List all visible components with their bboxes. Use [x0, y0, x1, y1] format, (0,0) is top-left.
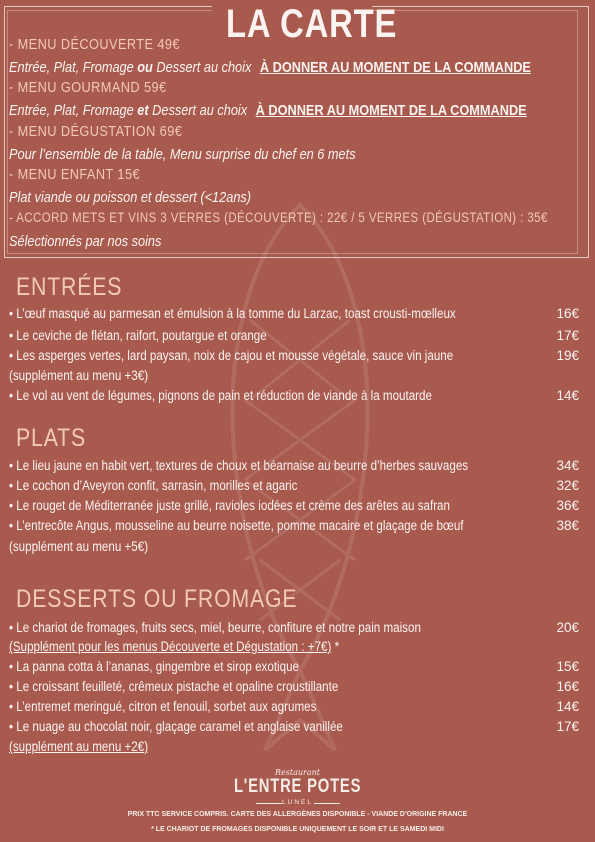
- list-item: • Les asperges vertes, lard paysan, noix de cajou et mousse végétale, sauce vin jaune: [9, 348, 454, 363]
- list-item: • Le nuage au chocolat noir, glaçage caramel et anglaise vanillée: [9, 719, 343, 734]
- section-title-entrees: ENTRÉES: [16, 273, 123, 301]
- item-price: 36€: [556, 498, 579, 513]
- item-price: 38€: [556, 518, 579, 533]
- list-item: • Le rouget de Méditerranée juste grillé, ravioles iodées et crème des arêtes au safran: [9, 498, 450, 513]
- order-note: À DONNER AU MOMENT DE LA COMMANDE: [255, 102, 527, 119]
- order-note: À DONNER AU MOMENT DE LA COMMANDE: [259, 59, 531, 76]
- menu-decouverte: - MENU DÉCOUVERTE 49€: [9, 36, 180, 53]
- menu-enfant: - MENU ENFANT 15€: [9, 166, 140, 183]
- menu-accord-desc: Sélectionnés par nos soins: [9, 233, 162, 250]
- page-title: LA CARTE: [226, 2, 398, 46]
- item-price: 14€: [556, 388, 579, 403]
- item-price: 19€: [556, 348, 579, 363]
- menu-enfant-desc: Plat viande ou poisson et dessert (<12ans): [9, 189, 252, 206]
- list-item: • Le chariot de fromages, fruits secs, miel, beurre, confiture et notre pain maison: [9, 620, 421, 635]
- footer-note: * LE CHARIOT DE FROMAGES DISPONIBLE UNIQUEMENT LE SOIR ET LE SAMEDI MIDI: [151, 826, 444, 833]
- logo-city: LUNEL: [282, 799, 313, 806]
- item-price: 17€: [556, 719, 579, 734]
- item-price: 14€: [556, 699, 579, 714]
- list-item: • Le lieu jaune en habit vert, textures de choux et béarnaise au beurre d’herbes sauvages: [9, 458, 469, 473]
- menu-accord: - ACCORD METS ET VINS 3 VERRES (DÉCOUVERTE) : 22€ / 5 VERRES (DÉGUSTATION) : 35€: [9, 210, 548, 225]
- supplement-note: (supplément au menu +2€): [9, 739, 149, 754]
- menu-degustation-desc: Pour l’ensemble de la table, Menu surprise du chef en 6 mets: [9, 146, 356, 163]
- supplement-note: (supplément au menu +5€): [9, 539, 149, 554]
- menu-decouverte-desc: Entrée, Plat, Fromage ou Dessert au choix À DONNER AU MOMENT DE LA COMMANDE: [9, 59, 531, 76]
- menu-gourmand: - MENU GOURMAND 59€: [9, 79, 167, 96]
- item-price: 20€: [556, 620, 579, 635]
- section-title-plats: PLATS: [16, 424, 86, 452]
- list-item: • Le vol au vent de légumes, pignons de pain et réduction de viande à la moutarde: [9, 388, 432, 403]
- item-price: 32€: [556, 478, 579, 493]
- footer-info: PRIX TTC SERVICE COMPRIS. CARTE DES ALLERGÈNES DISPONIBLE - VIANDE D'ORIGINE FRANCE: [127, 811, 468, 818]
- list-item: • La panna cotta à l’ananas, gingembre et sirop exotique: [9, 659, 300, 674]
- list-item: • Le croissant feuilleté, crêmeux pistache et opaline croustillante: [9, 679, 339, 694]
- list-item: • Le cochon d’Aveyron confit, sarrasin, morilles et agaric: [9, 478, 298, 493]
- cheese-supplement-note: (Supplément pour les menus Découverte et Dégustation : +7€) *: [9, 639, 340, 654]
- item-price: 17€: [556, 328, 579, 343]
- list-item: • L’entrecôte Angus, mousseline au beurre noisette, pomme macaire et glaçage de bœuf: [9, 518, 464, 533]
- menu-degustation: - MENU DÉGUSTATION 69€: [9, 123, 183, 140]
- item-price: 15€: [556, 659, 579, 674]
- logo-script: Restaurant: [275, 768, 320, 777]
- list-item: • Le ceviche de flétan, raifort, poutargue et orange: [9, 328, 267, 343]
- list-item: • L’œuf masqué au parmesan et émulsion à la tomme du Larzac, toast crousti-mœlleux: [9, 306, 456, 321]
- item-price: 34€: [556, 458, 579, 473]
- supplement-note: (supplément au menu +3€): [9, 368, 149, 383]
- logo-divider: [314, 803, 340, 804]
- item-price: 16€: [556, 306, 579, 321]
- logo: L'ENTRE POTES: [233, 776, 362, 797]
- list-item: • L’entremet meringué, citron et fenouil, sorbet aux agrumes: [9, 699, 317, 714]
- menu-gourmand-desc: Entrée, Plat, Fromage et Dessert au choix À DONNER AU MOMENT DE LA COMMANDE: [9, 102, 527, 119]
- item-price: 16€: [556, 679, 579, 694]
- section-title-desserts: DESSERTS OU FROMAGE: [16, 585, 298, 613]
